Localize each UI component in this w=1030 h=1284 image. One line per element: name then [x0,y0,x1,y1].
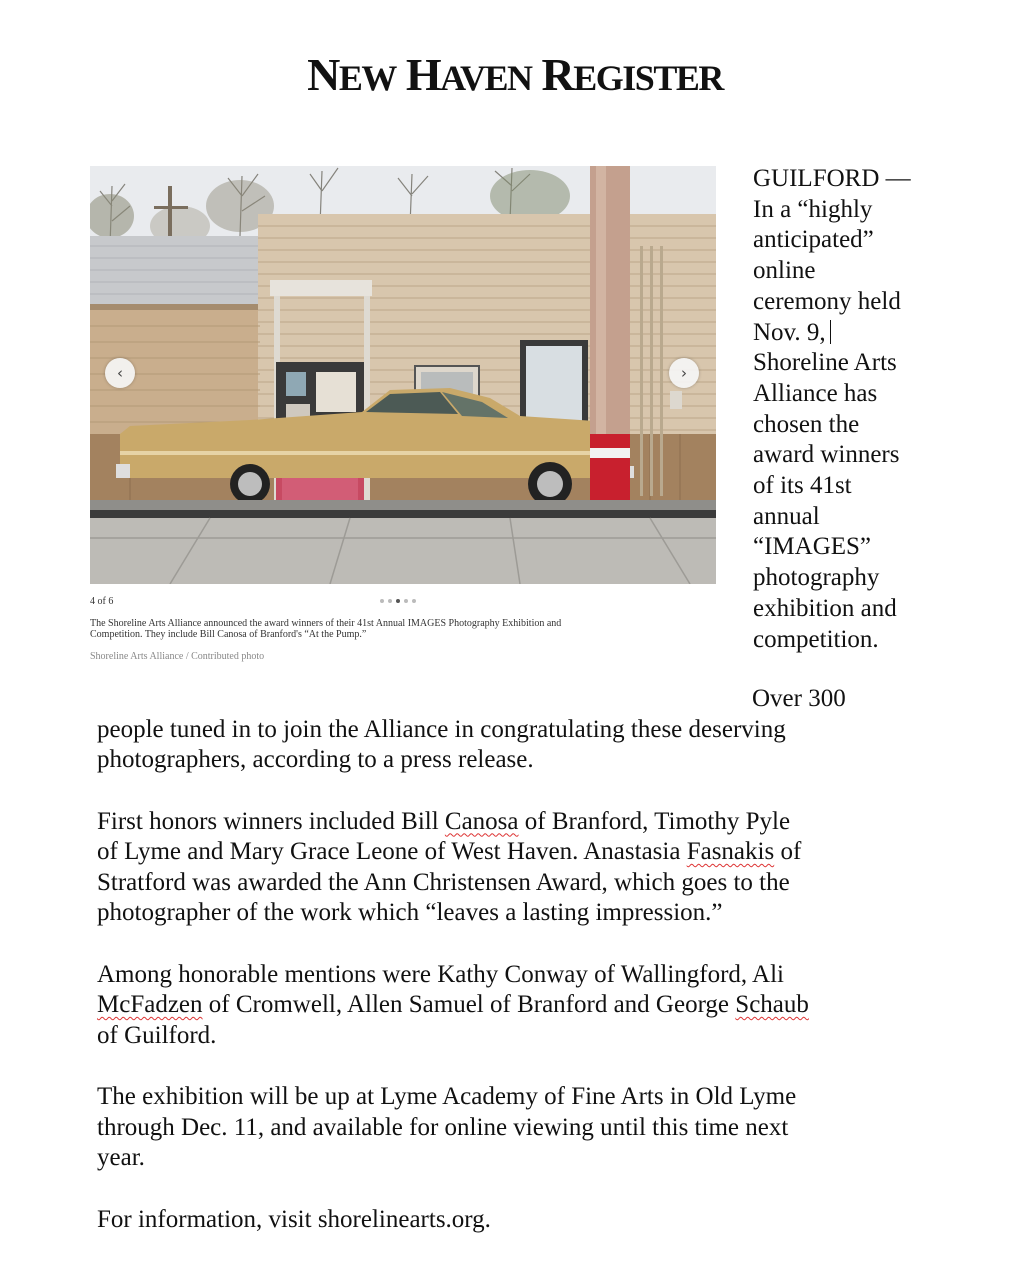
gallery-dot-active[interactable] [396,599,400,603]
photo-credit: Shoreline Arts Alliance / Contributed photo [90,651,265,662]
lede-line: competition. [753,625,879,653]
body-line: Among honorable mentions were Kathy Conway of Wallingford, Ali [97,960,784,988]
lede-line-with-cursor [753,318,943,349]
lede-line: chosen the [753,410,860,438]
body-line [97,990,937,1021]
body-line: photographers, according to a press release. [97,746,534,773]
text-cursor [830,320,831,344]
body-line: through Dec. 11, and available for online viewing until this time next [97,1113,789,1141]
lede-line: award winners [753,441,900,469]
misspelled-word[interactable]: Canosa [444,807,519,835]
text-run: of Cromwell, Allen Samuel of Branford and George [202,991,736,1018]
lede-line: Alliance has [753,379,878,407]
gallery-dot[interactable] [388,599,392,603]
gallery-dot[interactable] [380,599,384,603]
gallery-dot[interactable] [404,599,408,603]
body-line [97,807,937,838]
article-body [97,684,937,1235]
text-run: First honors winners included Bill [97,807,445,835]
gallery-photo [90,166,716,584]
chevron-right-icon: › [681,364,687,382]
body-line: For information, visit shorelinearts.org. [97,1205,491,1233]
gallery-next-button[interactable] [669,358,699,388]
lede-line: Shoreline Arts [753,349,897,377]
lede-line: Nov. 9, [753,318,826,346]
lede-line: annual [753,502,820,530]
lede-line: exhibition and [753,594,897,622]
lede-line: online [753,257,816,285]
chevron-left-icon: ‹ [117,364,123,382]
gallery-dot[interactable] [412,599,416,603]
photo-caption [90,618,720,640]
lede-line: GUILFORD — [753,165,911,192]
text-run: of Branford, Timothy Pyle [518,807,791,835]
lede-line: of its 41st [753,472,852,500]
lede-line: “IMAGES” [753,533,872,561]
body-line: Over 300 [752,685,846,712]
gallery-prev-button[interactable] [105,358,135,388]
body-line: of Guilford. [97,1021,217,1049]
article-lede [753,164,943,655]
text-run: of [774,838,802,865]
lede-line: ceremony held [753,287,901,315]
misspelled-word[interactable]: Fasnakis [686,838,775,865]
body-line [97,837,937,868]
masthead: NEW HAVEN REGISTER [307,49,723,100]
lede-line: In a “highly [753,195,873,223]
body-line: photographer of the work which “leaves a lasting impression.” [97,899,723,926]
lede-line: anticipated” [753,226,874,254]
body-line: people tuned in to join the Alliance in congratulating these deserving [97,715,786,743]
misspelled-word[interactable]: Schaub [735,991,809,1018]
lede-line: photography [753,564,880,592]
body-line: The exhibition will be up at Lyme Academy of Fine Arts in Old Lyme [97,1083,797,1110]
gallery-dots [380,599,416,603]
body-line: Stratford was awarded the Ann Christensen Award, which goes to the [97,868,790,896]
text-run: of Lyme and Mary Grace Leone of West Haven. Anastasia [97,838,687,865]
body-line: year. [97,1144,145,1171]
gallery-counter: 4 of 6 [90,596,114,607]
caption-line: Competition. They include Bill Canosa of Branford's “At the Pump.” [90,629,367,640]
misspelled-word[interactable]: McFadzen [97,991,203,1018]
caption-line: The Shoreline Arts Alliance announced the award winners of their 41st Annual IMAGES Photography Exhibition and [90,618,562,629]
